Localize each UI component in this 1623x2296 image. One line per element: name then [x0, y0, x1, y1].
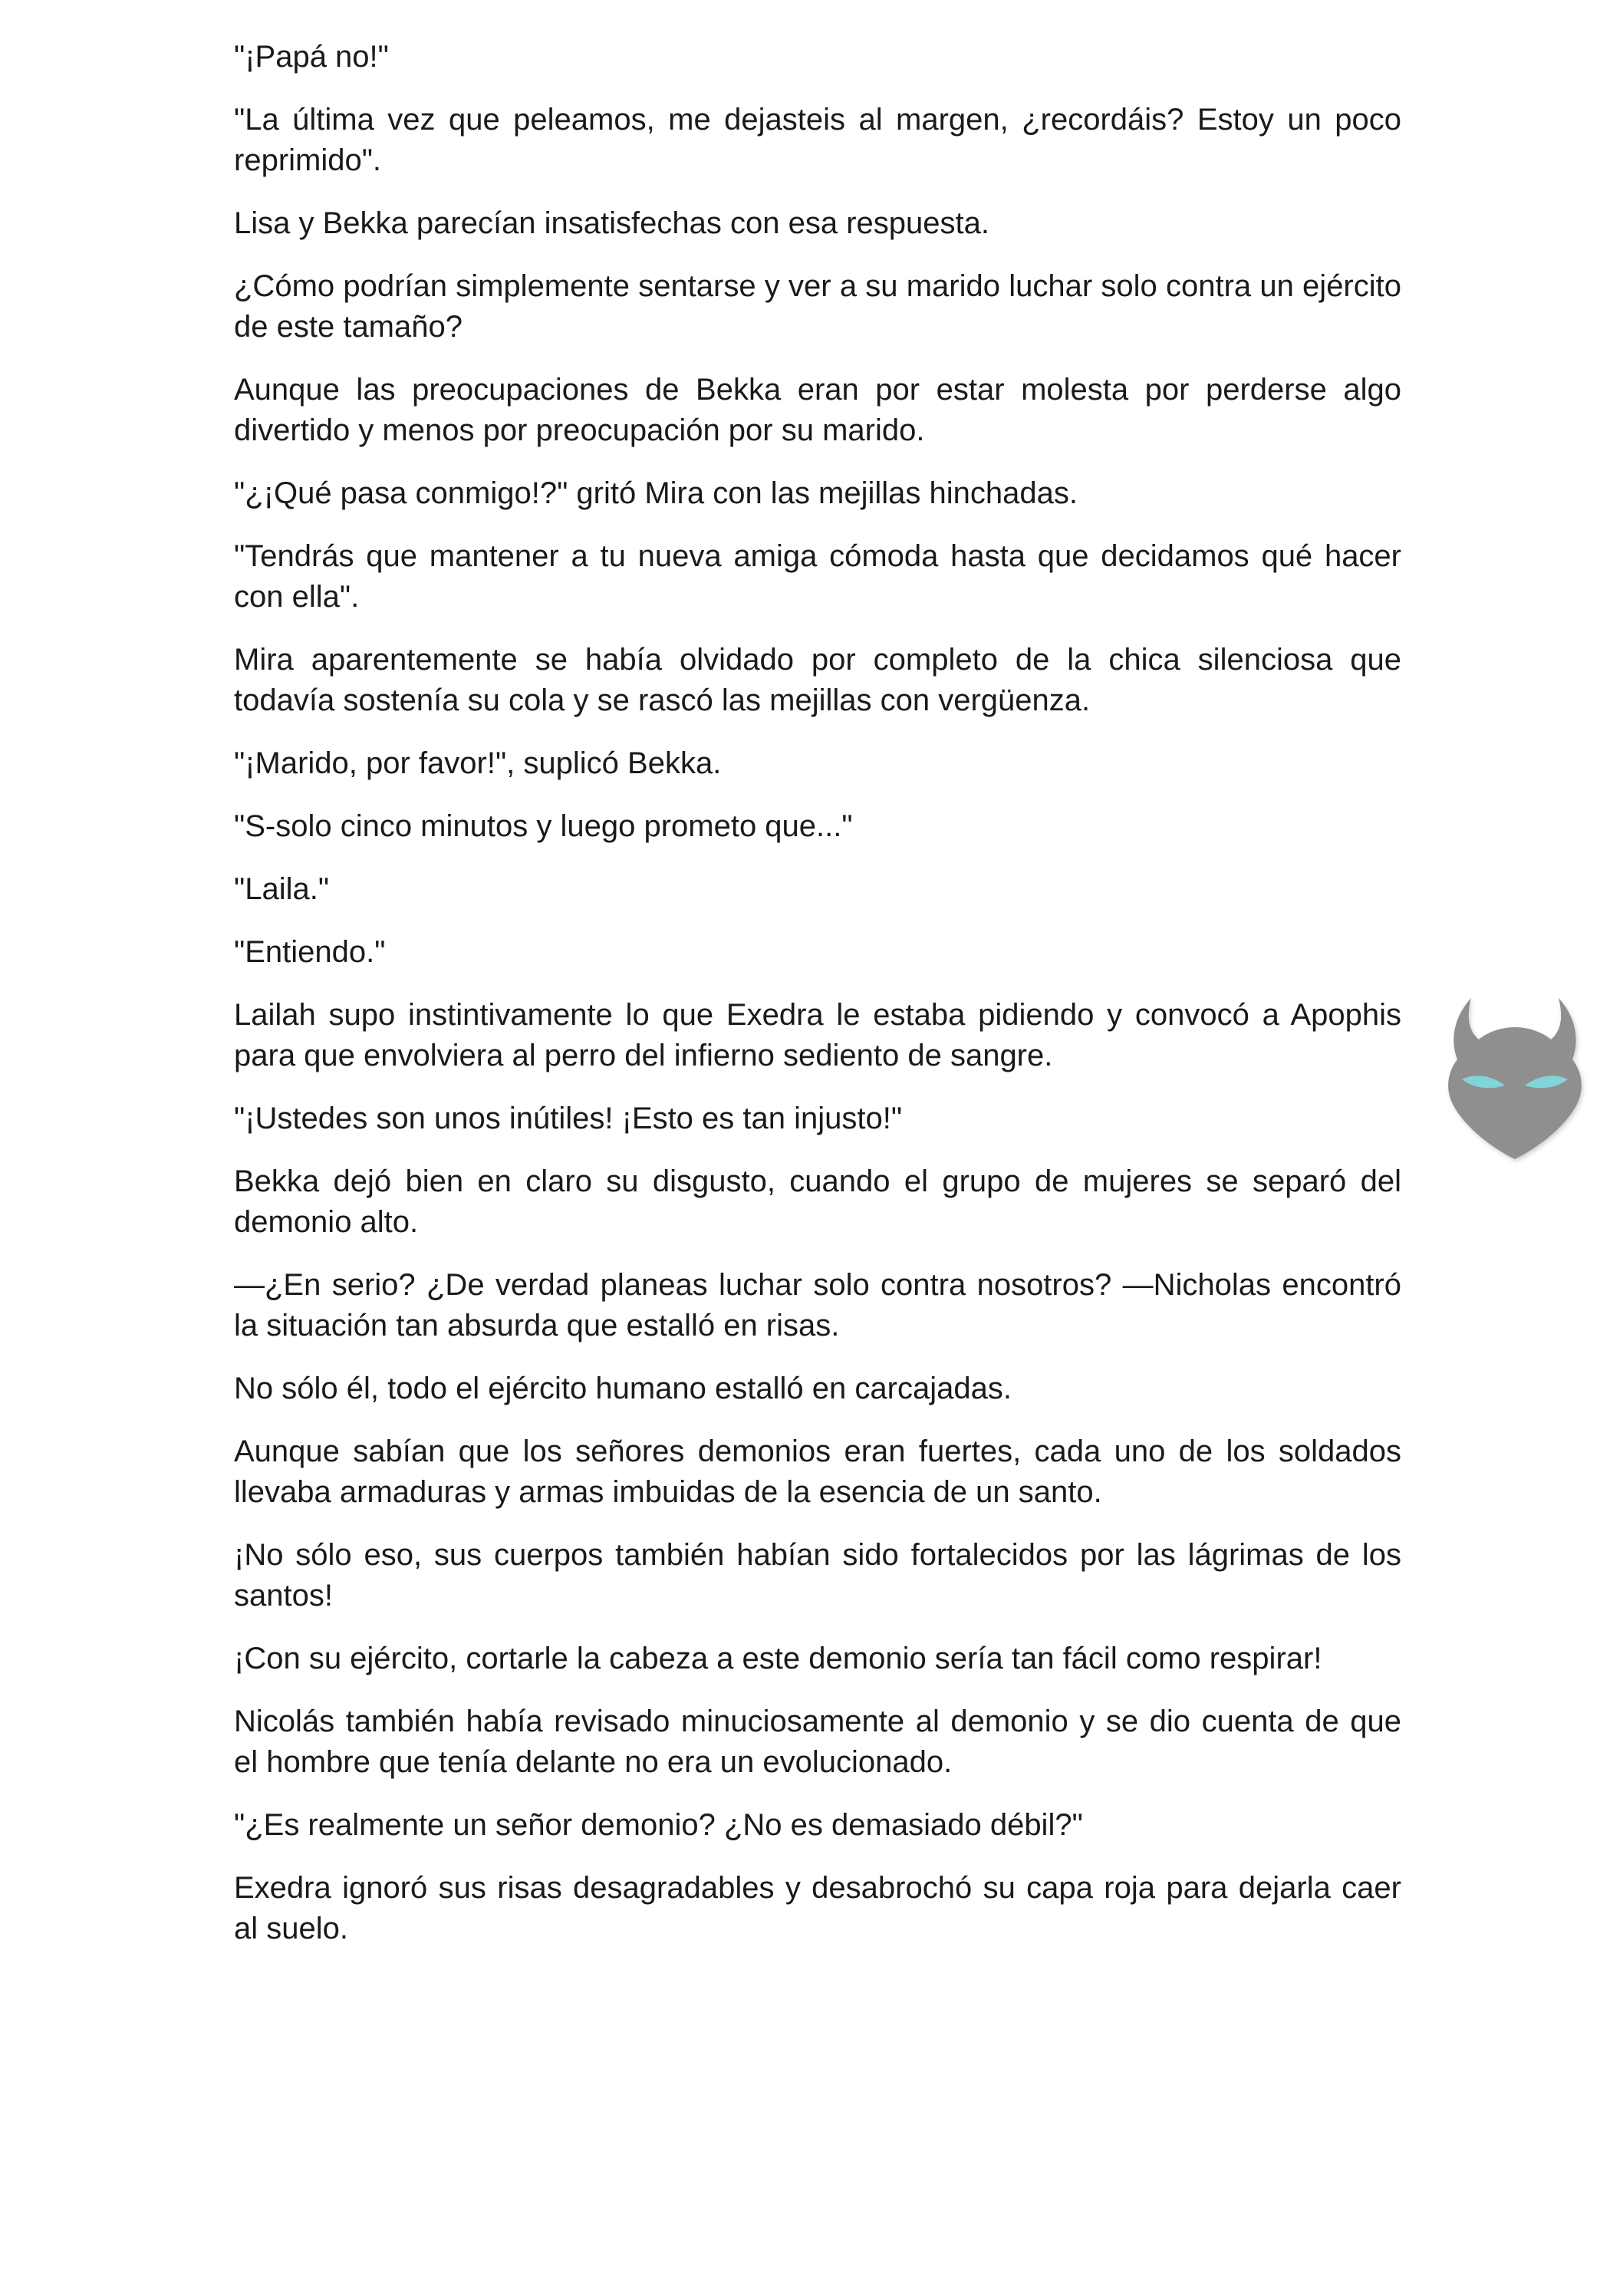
paragraph: Nicolás también había revisado minuciosamente al demonio y se dio cuenta de que el hombre que tenía delante no era un evolucionado. — [234, 1705, 1401, 1779]
paragraph: "¿Es realmente un señor demonio? ¿No es demasiado débil?" — [234, 1808, 1083, 1842]
paragraph: ¡No sólo eso, sus cuerpos también habían sido fortalecidos por las lágrimas de los santos! — [234, 1538, 1401, 1612]
paragraph: "¡Marido, por favor!", suplicó Bekka. — [234, 746, 722, 780]
paragraph: Exedra ignoró sus risas desagradables y desabrochó su capa roja para dejarla caer al suelo. — [234, 1871, 1401, 1945]
paragraph: "Tendrás que mantener a tu nueva amiga cómoda hasta que decidamos qué hacer con ella". — [234, 539, 1401, 614]
paragraph: Aunque las preocupaciones de Bekka eran por estar molesta por perderse algo divertido y menos por preocupación por su marido. — [234, 373, 1401, 447]
paragraph: "S-solo cinco minutos y luego prometo que..." — [234, 809, 853, 843]
paragraph: Aunque sabían que los señores demonios eran fuertes, cada uno de los soldados llevaba armaduras y armas imbuidas de la esencia de un santo. — [234, 1435, 1401, 1509]
paragraph: Bekka dejó bien en claro su disgusto, cuando el grupo de mujeres se separó del demonio alto. — [234, 1164, 1401, 1239]
paragraph: No sólo él, todo el ejército humano estalló en carcajadas. — [234, 1372, 1012, 1405]
paragraph: ¿Cómo podrían simplemente sentarse y ver a su marido luchar solo contra un ejército de este tamaño? — [234, 269, 1401, 344]
paragraph: "¡Ustedes son unos inútiles! ¡Esto es tan injusto!" — [234, 1102, 903, 1135]
devil-mask-icon — [1440, 993, 1589, 1164]
paragraph: Mira aparentemente se había olvidado por completo de la chica silenciosa que todavía sostenía su cola y se rascó las mejillas con vergüenza. — [234, 643, 1401, 717]
text-column — [234, 37, 1401, 1972]
paragraph: "¿¡Qué pasa conmigo!?" gritó Mira con las mejillas hinchadas. — [234, 476, 1078, 510]
paragraph: ¡Con su ejército, cortarle la cabeza a este demonio sería tan fácil como respirar! — [234, 1642, 1322, 1675]
paragraph: "¡Papá no!" — [234, 40, 389, 74]
paragraph: —¿En serio? ¿De verdad planeas luchar solo contra nosotros? —Nicholas encontró la situación tan absurda que estalló en risas. — [234, 1268, 1401, 1342]
paragraph: "Laila." — [234, 872, 330, 906]
paragraph: Lailah supo instintivamente lo que Exedra le estaba pidiendo y convocó a Apophis para que envolviera al perro del infierno sediento de sangre. — [234, 998, 1401, 1072]
paragraph: "La última vez que peleamos, me dejasteis al margen, ¿recordáis? Estoy un poco reprimido". — [234, 103, 1401, 177]
paragraph: "Entiendo." — [234, 935, 386, 969]
paragraph: Lisa y Bekka parecían insatisfechas con esa respuesta. — [234, 206, 989, 240]
